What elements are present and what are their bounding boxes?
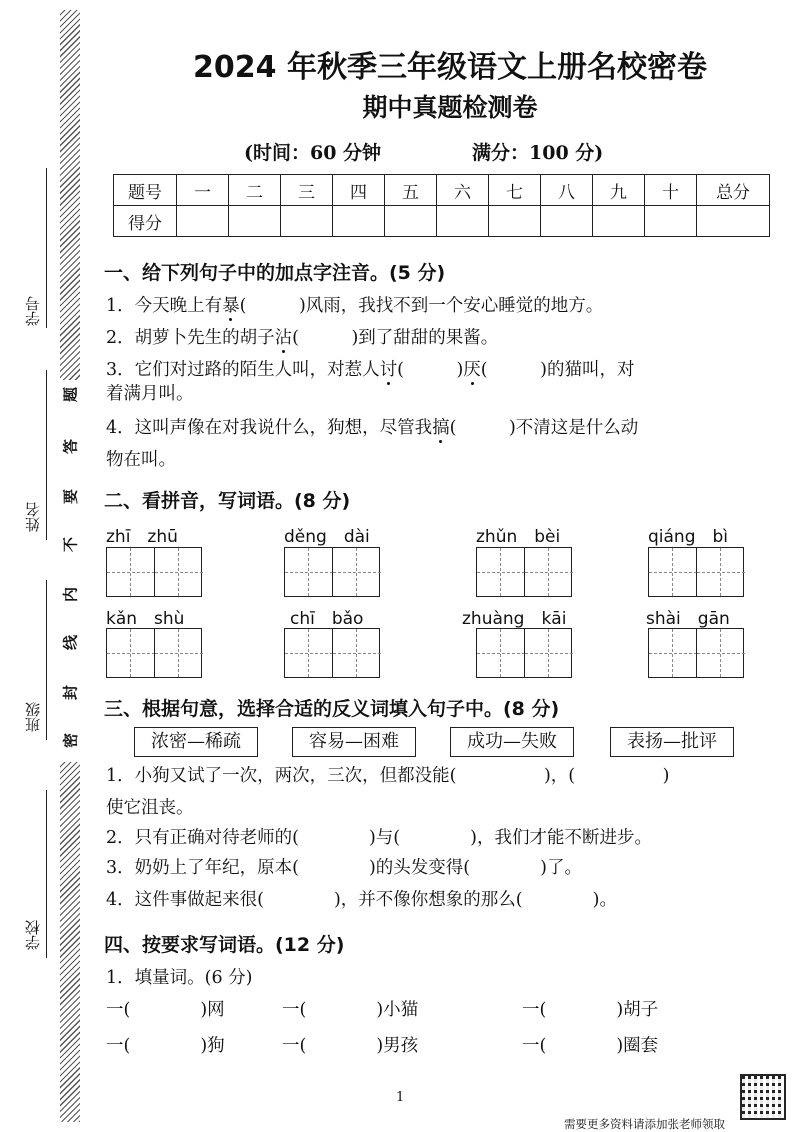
seal-char: 封 (61, 685, 80, 701)
school-line (46, 790, 47, 958)
name-line (46, 370, 47, 540)
line-text: 4．这叫声像在对我说什么，狗想，尽管我 (106, 418, 433, 438)
section-4-title: 四、按要求写词语。(12 分) (104, 934, 345, 956)
score-cell[interactable] (229, 206, 281, 237)
line-text: ( )的猫叫，对 (480, 360, 635, 380)
seal-char: 线 (61, 635, 80, 651)
table-cell: 十 (645, 175, 697, 206)
section-2-title: 二、看拼音，写词语。(8 分) (104, 490, 351, 512)
antonym-word-box: 容易—困难 (292, 727, 416, 757)
seal-hatch (60, 10, 80, 380)
seal-char: 要 (61, 489, 80, 505)
pinyin-label: zhǔn bèi (476, 527, 561, 547)
measure-word-item: 一( )小猫 (282, 1000, 419, 1020)
page-number: 1 (396, 1090, 405, 1105)
table-cell: 二 (229, 175, 281, 206)
student-id-line (46, 168, 47, 328)
pinyin-label: qiáng bì (648, 527, 729, 547)
line-text: ( )风雨，我找不到一个安心睡觉的地方。 (239, 296, 604, 316)
writing-grid[interactable] (284, 547, 380, 597)
pinyin-label: zhuàng kāi (462, 609, 567, 629)
measure-word-item: 一( )网 (106, 1000, 225, 1020)
table-cell: 题号 (114, 175, 177, 206)
measure-word-item: 一( )狗 (106, 1036, 225, 1056)
score-cell[interactable] (489, 206, 541, 237)
question-line (106, 292, 603, 317)
writing-grid[interactable] (648, 547, 744, 597)
question-line: 使它沮丧。 (106, 798, 194, 818)
line-text: 3．它们对过路的陌生人叫，对惹人 (106, 360, 380, 380)
dotted-char: 沾 (274, 328, 293, 348)
seal-line-strip (56, 0, 84, 1132)
table-cell: 八 (541, 175, 593, 206)
seal-char: 密 (61, 733, 80, 749)
table-cell: 一 (177, 175, 229, 206)
dotted-char: 暴 (222, 296, 240, 316)
question-line (106, 446, 176, 471)
table-cell: 三 (281, 175, 333, 206)
writing-grid[interactable] (476, 547, 572, 597)
line-text: 2．胡萝卜先生的胡子 (106, 328, 275, 348)
score-cell[interactable] (697, 206, 770, 237)
antonym-word-box: 表扬—批评 (610, 727, 734, 757)
exam-title: 2024 年秋季三年级语文上册名校密卷 (193, 50, 707, 85)
score-cell[interactable] (281, 206, 333, 237)
writing-grid[interactable] (106, 628, 202, 678)
time-info: (时间：60 分钟 (244, 142, 382, 164)
score-cell[interactable] (541, 206, 593, 237)
pinyin-label: shài gān (646, 609, 730, 629)
class-line (46, 580, 47, 740)
seal-char: 不 (61, 537, 80, 553)
writing-grid[interactable] (284, 628, 380, 678)
writing-grid[interactable] (106, 547, 202, 597)
score-cell[interactable] (437, 206, 489, 237)
measure-word-item: 一( )胡子 (522, 1000, 659, 1020)
question-line (106, 324, 498, 349)
pinyin-label: kǎn shù (106, 609, 185, 629)
table-cell: 九 (593, 175, 645, 206)
qr-code-pattern (742, 1076, 784, 1118)
line-text: ( ) (397, 360, 464, 380)
question-line: 2．只有正确对待老师的( )与( )，我们才能不断进步。 (106, 828, 652, 848)
seal-char: 答 (61, 439, 80, 455)
score-cell[interactable] (385, 206, 437, 237)
question-line (106, 380, 194, 405)
section-1-title: 一、给下列句子中的加点字注音。(5 分) (104, 262, 446, 284)
margin-label-school: 学校 (24, 920, 42, 950)
dotted-char: 搞 (432, 418, 450, 438)
score-cell[interactable] (333, 206, 385, 237)
margin-label-student-id: 学号 (24, 296, 42, 326)
score-info: 满分：100 分) (472, 142, 604, 164)
exam-subtitle: 期中真题检测卷 (362, 93, 538, 122)
line-text: 1．今天晚上有 (106, 296, 223, 316)
measure-word-item: 一( )男孩 (282, 1036, 419, 1056)
score-table (113, 174, 770, 237)
line-text: 物在叫。 (106, 450, 176, 470)
table-row (114, 175, 770, 206)
measure-word-item: 一( )圈套 (522, 1036, 659, 1056)
table-cell: 得分 (114, 206, 177, 237)
dotted-char: 讨 (379, 360, 398, 380)
line-text: ( )到了甜甜的果酱。 (292, 328, 499, 348)
question-line: 4．这件事做起来很( )，并不像你想象的那么( )。 (106, 890, 617, 910)
pinyin-label: děng dài (284, 527, 370, 547)
antonym-word-box: 浓密—稀疏 (134, 727, 258, 757)
table-cell: 四 (333, 175, 385, 206)
dotted-char: 厌 (463, 360, 481, 380)
table-cell: 七 (489, 175, 541, 206)
pinyin-label: chī bǎo (290, 609, 364, 629)
score-cell[interactable] (177, 206, 229, 237)
pinyin-label: zhī zhū (106, 527, 178, 547)
margin-label-class: 班级 (24, 702, 42, 732)
seal-hatch (60, 762, 80, 1122)
margin-label-name: 姓名 (24, 502, 42, 532)
question-line: 3．奶奶上了年纪，原本( )的头发变得( )了。 (106, 858, 582, 878)
writing-grid[interactable] (476, 628, 572, 678)
table-cell: 六 (437, 175, 489, 206)
question-line: 1．小狗又试了一次，两次，三次，但都没能( )，( ) (106, 766, 670, 786)
seal-char: 内 (61, 587, 80, 603)
score-cell[interactable] (593, 206, 645, 237)
line-text: 着满月叫。 (106, 384, 194, 404)
line-text: ( )不清这是什么动 (449, 418, 639, 438)
subquestion-title: 1．填量词。(6 分) (106, 968, 253, 988)
question-line (106, 414, 638, 439)
score-cell[interactable] (645, 206, 697, 237)
table-cell: 五 (385, 175, 437, 206)
writing-grid[interactable] (648, 628, 744, 678)
antonym-word-box: 成功—失败 (450, 727, 574, 757)
table-row (114, 206, 770, 237)
footer-note: 需要更多资料请添加张老师领取 (564, 1117, 725, 1131)
question-line (106, 356, 634, 381)
section-3-title: 三、根据句意，选择合适的反义词填入句子中。(8 分) (104, 698, 560, 720)
seal-char: 题 (61, 387, 80, 403)
table-cell: 总分 (697, 175, 770, 206)
